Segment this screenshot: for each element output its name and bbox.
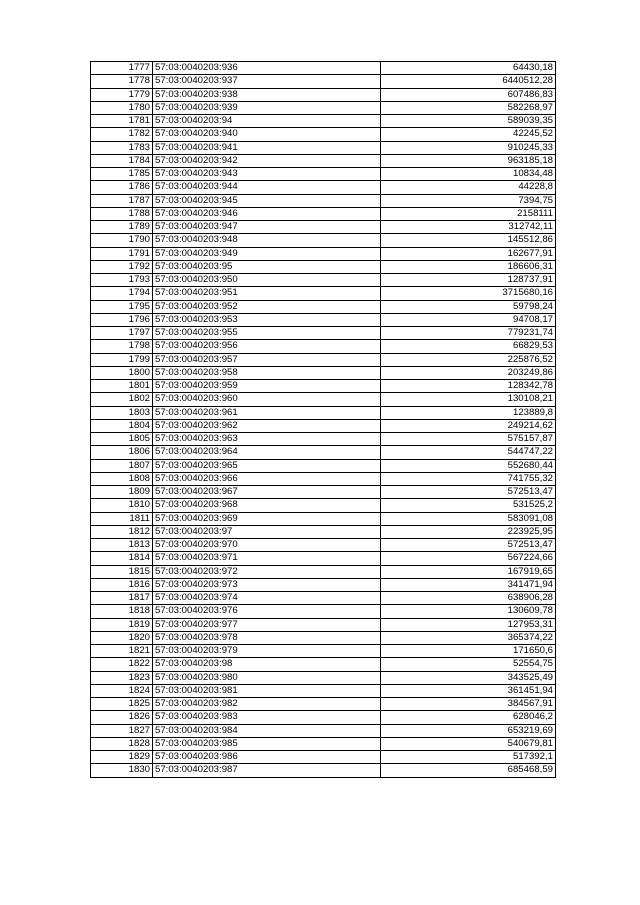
table-row bbox=[91, 181, 556, 194]
row-number-cell: 1821 bbox=[91, 645, 153, 658]
cadastral-number-cell: 57:03:0040203:966 bbox=[153, 472, 381, 485]
cadastral-value-cell: 145512,86 bbox=[381, 234, 556, 247]
table-row bbox=[91, 671, 556, 684]
cadastral-number-cell: 57:03:0040203:976 bbox=[153, 605, 381, 618]
cadastral-value-cell: 225876,52 bbox=[381, 353, 556, 366]
cadastral-value-cell: 685468,59 bbox=[381, 764, 556, 777]
cadastral-number-cell: 57:03:0040203:98 bbox=[153, 658, 381, 671]
cadastral-value-cell: 583091,08 bbox=[381, 512, 556, 525]
table-row bbox=[91, 141, 556, 154]
cadastral-value-cell: 343525,49 bbox=[381, 671, 556, 684]
row-number-cell: 1823 bbox=[91, 671, 153, 684]
cadastral-number-cell: 57:03:0040203:95 bbox=[153, 260, 381, 273]
cadastral-value-cell: 963185,18 bbox=[381, 154, 556, 167]
cadastral-value-cell: 52554,75 bbox=[381, 658, 556, 671]
cadastral-value-cell: 42245,52 bbox=[381, 128, 556, 141]
row-number-cell: 1808 bbox=[91, 472, 153, 485]
cadastral-number-cell: 57:03:0040203:958 bbox=[153, 366, 381, 379]
cadastral-number-cell: 57:03:0040203:948 bbox=[153, 234, 381, 247]
table-row bbox=[91, 631, 556, 644]
row-number-cell: 1789 bbox=[91, 221, 153, 234]
table-row bbox=[91, 433, 556, 446]
row-number-cell: 1812 bbox=[91, 525, 153, 538]
table-row bbox=[91, 128, 556, 141]
table-row bbox=[91, 592, 556, 605]
cadastral-number-cell: 57:03:0040203:939 bbox=[153, 101, 381, 114]
row-number-cell: 1794 bbox=[91, 287, 153, 300]
row-number-cell: 1795 bbox=[91, 300, 153, 313]
row-number-cell: 1826 bbox=[91, 711, 153, 724]
table-row bbox=[91, 539, 556, 552]
cadastral-value-cell: 66829,53 bbox=[381, 340, 556, 353]
cadastral-value-cell: 589039,35 bbox=[381, 115, 556, 128]
table-row bbox=[91, 75, 556, 88]
cadastral-number-cell: 57:03:0040203:959 bbox=[153, 380, 381, 393]
cadastral-value-cell: 575157,87 bbox=[381, 433, 556, 446]
row-number-cell: 1815 bbox=[91, 565, 153, 578]
cadastral-number-cell: 57:03:0040203:980 bbox=[153, 671, 381, 684]
table-body bbox=[91, 62, 556, 778]
cadastral-value-cell: 741755,32 bbox=[381, 472, 556, 485]
row-number-cell: 1806 bbox=[91, 446, 153, 459]
table-row bbox=[91, 459, 556, 472]
row-number-cell: 1793 bbox=[91, 274, 153, 287]
row-number-cell: 1820 bbox=[91, 631, 153, 644]
cadastral-value-cell: 638906,28 bbox=[381, 592, 556, 605]
cadastral-value-cell: 128342,78 bbox=[381, 380, 556, 393]
cadastral-number-cell: 57:03:0040203:970 bbox=[153, 539, 381, 552]
table-row bbox=[91, 684, 556, 697]
table-row bbox=[91, 221, 556, 234]
cadastral-number-cell: 57:03:0040203:987 bbox=[153, 764, 381, 777]
cadastral-value-cell: 361451,94 bbox=[381, 684, 556, 697]
cadastral-value-cell: 582268,97 bbox=[381, 101, 556, 114]
row-number-cell: 1780 bbox=[91, 101, 153, 114]
cadastral-value-cell: 3715680,16 bbox=[381, 287, 556, 300]
cadastral-number-cell: 57:03:0040203:964 bbox=[153, 446, 381, 459]
table-row bbox=[91, 565, 556, 578]
cadastral-number-cell: 57:03:0040203:945 bbox=[153, 194, 381, 207]
table-row bbox=[91, 645, 556, 658]
cadastral-value-cell: 223925,95 bbox=[381, 525, 556, 538]
cadastral-value-cell: 572513,47 bbox=[381, 486, 556, 499]
row-number-cell: 1792 bbox=[91, 260, 153, 273]
cadastral-value-cell: 312742,11 bbox=[381, 221, 556, 234]
cadastral-value-cell: 130609,78 bbox=[381, 605, 556, 618]
cadastral-number-cell: 57:03:0040203:949 bbox=[153, 247, 381, 260]
cadastral-value-cell: 910245,33 bbox=[381, 141, 556, 154]
cadastral-value-cell: 94708,17 bbox=[381, 313, 556, 326]
table-row bbox=[91, 406, 556, 419]
cadastral-value-cell: 64430,18 bbox=[381, 62, 556, 75]
cadastral-number-cell: 57:03:0040203:950 bbox=[153, 274, 381, 287]
row-number-cell: 1817 bbox=[91, 592, 153, 605]
table-row bbox=[91, 499, 556, 512]
table-row bbox=[91, 313, 556, 326]
cadastral-number-cell: 57:03:0040203:937 bbox=[153, 75, 381, 88]
cadastral-number-cell: 57:03:0040203:942 bbox=[153, 154, 381, 167]
cadastral-value-cell: 341471,94 bbox=[381, 578, 556, 591]
row-number-cell: 1802 bbox=[91, 393, 153, 406]
cadastral-number-cell: 57:03:0040203:955 bbox=[153, 327, 381, 340]
row-number-cell: 1797 bbox=[91, 327, 153, 340]
cadastral-number-cell: 57:03:0040203:936 bbox=[153, 62, 381, 75]
table-row bbox=[91, 234, 556, 247]
row-number-cell: 1807 bbox=[91, 459, 153, 472]
table-row bbox=[91, 194, 556, 207]
table-row bbox=[91, 88, 556, 101]
cadastral-value-cell: 607486,83 bbox=[381, 88, 556, 101]
cadastral-value-cell: 7394,75 bbox=[381, 194, 556, 207]
row-number-cell: 1790 bbox=[91, 234, 153, 247]
cadastral-value-cell: 365374,22 bbox=[381, 631, 556, 644]
table-row bbox=[91, 737, 556, 750]
table-row bbox=[91, 62, 556, 75]
row-number-cell: 1811 bbox=[91, 512, 153, 525]
cadastral-number-cell: 57:03:0040203:947 bbox=[153, 221, 381, 234]
table-row bbox=[91, 446, 556, 459]
cadastral-number-cell: 57:03:0040203:977 bbox=[153, 618, 381, 631]
row-number-cell: 1816 bbox=[91, 578, 153, 591]
cadastral-number-cell: 57:03:0040203:979 bbox=[153, 645, 381, 658]
table-row bbox=[91, 486, 556, 499]
cadastral-number-cell: 57:03:0040203:946 bbox=[153, 207, 381, 220]
cadastral-value-cell: 186606,31 bbox=[381, 260, 556, 273]
cadastral-number-cell: 57:03:0040203:963 bbox=[153, 433, 381, 446]
table-row bbox=[91, 300, 556, 313]
table-row bbox=[91, 512, 556, 525]
row-number-cell: 1822 bbox=[91, 658, 153, 671]
table-row bbox=[91, 552, 556, 565]
table-row bbox=[91, 724, 556, 737]
cadastral-value-cell: 162677,91 bbox=[381, 247, 556, 260]
cadastral-value-cell: 2158111 bbox=[381, 207, 556, 220]
cadastral-value-cell: 544747,22 bbox=[381, 446, 556, 459]
cadastral-number-cell: 57:03:0040203:953 bbox=[153, 313, 381, 326]
cadastral-value-cell: 249214,62 bbox=[381, 419, 556, 432]
table-row bbox=[91, 274, 556, 287]
cadastral-number-cell: 57:03:0040203:938 bbox=[153, 88, 381, 101]
cadastral-number-cell: 57:03:0040203:978 bbox=[153, 631, 381, 644]
row-number-cell: 1800 bbox=[91, 366, 153, 379]
cadastral-number-cell: 57:03:0040203:965 bbox=[153, 459, 381, 472]
cadastral-value-cell: 628046,2 bbox=[381, 711, 556, 724]
table-row bbox=[91, 353, 556, 366]
cadastral-value-cell: 203249,86 bbox=[381, 366, 556, 379]
row-number-cell: 1785 bbox=[91, 168, 153, 181]
cadastral-value-cell: 384567,91 bbox=[381, 698, 556, 711]
cadastral-value-cell: 517392,1 bbox=[381, 751, 556, 764]
table-row bbox=[91, 247, 556, 260]
cadastral-number-cell: 57:03:0040203:982 bbox=[153, 698, 381, 711]
cadastral-number-cell: 57:03:0040203:967 bbox=[153, 486, 381, 499]
table-row bbox=[91, 168, 556, 181]
row-number-cell: 1799 bbox=[91, 353, 153, 366]
table-row bbox=[91, 380, 556, 393]
cadastral-value-cell: 130108,21 bbox=[381, 393, 556, 406]
cadastral-value-cell: 59798,24 bbox=[381, 300, 556, 313]
table-row bbox=[91, 472, 556, 485]
row-number-cell: 1827 bbox=[91, 724, 153, 737]
row-number-cell: 1803 bbox=[91, 406, 153, 419]
row-number-cell: 1779 bbox=[91, 88, 153, 101]
cadastral-value-cell: 779231,74 bbox=[381, 327, 556, 340]
cadastral-number-cell: 57:03:0040203:957 bbox=[153, 353, 381, 366]
row-number-cell: 1788 bbox=[91, 207, 153, 220]
cadastral-value-table bbox=[90, 61, 556, 778]
cadastral-value-cell: 44228,8 bbox=[381, 181, 556, 194]
cadastral-number-cell: 57:03:0040203:94 bbox=[153, 115, 381, 128]
table-row bbox=[91, 101, 556, 114]
cadastral-value-cell: 552680,44 bbox=[381, 459, 556, 472]
row-number-cell: 1784 bbox=[91, 154, 153, 167]
row-number-cell: 1813 bbox=[91, 539, 153, 552]
table-row bbox=[91, 154, 556, 167]
row-number-cell: 1801 bbox=[91, 380, 153, 393]
cadastral-number-cell: 57:03:0040203:962 bbox=[153, 419, 381, 432]
row-number-cell: 1781 bbox=[91, 115, 153, 128]
row-number-cell: 1814 bbox=[91, 552, 153, 565]
row-number-cell: 1824 bbox=[91, 684, 153, 697]
table-row bbox=[91, 419, 556, 432]
cadastral-number-cell: 57:03:0040203:941 bbox=[153, 141, 381, 154]
cadastral-number-cell: 57:03:0040203:971 bbox=[153, 552, 381, 565]
table-row bbox=[91, 764, 556, 777]
cadastral-value-cell: 531525,2 bbox=[381, 499, 556, 512]
cadastral-number-cell: 57:03:0040203:974 bbox=[153, 592, 381, 605]
cadastral-value-cell: 10834,48 bbox=[381, 168, 556, 181]
row-number-cell: 1825 bbox=[91, 698, 153, 711]
table-row bbox=[91, 393, 556, 406]
row-number-cell: 1804 bbox=[91, 419, 153, 432]
cadastral-number-cell: 57:03:0040203:952 bbox=[153, 300, 381, 313]
cadastral-number-cell: 57:03:0040203:940 bbox=[153, 128, 381, 141]
cadastral-number-cell: 57:03:0040203:969 bbox=[153, 512, 381, 525]
cadastral-number-cell: 57:03:0040203:972 bbox=[153, 565, 381, 578]
row-number-cell: 1819 bbox=[91, 618, 153, 631]
row-number-cell: 1796 bbox=[91, 313, 153, 326]
cadastral-number-cell: 57:03:0040203:944 bbox=[153, 181, 381, 194]
cadastral-number-cell: 57:03:0040203:983 bbox=[153, 711, 381, 724]
table-row bbox=[91, 605, 556, 618]
cadastral-value-cell: 653219,69 bbox=[381, 724, 556, 737]
cadastral-value-cell: 540679,81 bbox=[381, 737, 556, 750]
cadastral-number-cell: 57:03:0040203:97 bbox=[153, 525, 381, 538]
table-row bbox=[91, 327, 556, 340]
cadastral-value-cell: 572513,47 bbox=[381, 539, 556, 552]
row-number-cell: 1805 bbox=[91, 433, 153, 446]
cadastral-number-cell: 57:03:0040203:960 bbox=[153, 393, 381, 406]
cadastral-number-cell: 57:03:0040203:968 bbox=[153, 499, 381, 512]
table-row bbox=[91, 618, 556, 631]
row-number-cell: 1782 bbox=[91, 128, 153, 141]
cadastral-number-cell: 57:03:0040203:986 bbox=[153, 751, 381, 764]
cadastral-number-cell: 57:03:0040203:943 bbox=[153, 168, 381, 181]
cadastral-value-cell: 567224,66 bbox=[381, 552, 556, 565]
row-number-cell: 1818 bbox=[91, 605, 153, 618]
cadastral-number-cell: 57:03:0040203:956 bbox=[153, 340, 381, 353]
table-row bbox=[91, 260, 556, 273]
table-row bbox=[91, 340, 556, 353]
table-row bbox=[91, 578, 556, 591]
cadastral-number-cell: 57:03:0040203:961 bbox=[153, 406, 381, 419]
table-row bbox=[91, 751, 556, 764]
row-number-cell: 1810 bbox=[91, 499, 153, 512]
cadastral-number-cell: 57:03:0040203:984 bbox=[153, 724, 381, 737]
row-number-cell: 1786 bbox=[91, 181, 153, 194]
table-row bbox=[91, 658, 556, 671]
table-row bbox=[91, 711, 556, 724]
cadastral-value-cell: 171650,6 bbox=[381, 645, 556, 658]
cadastral-number-cell: 57:03:0040203:973 bbox=[153, 578, 381, 591]
row-number-cell: 1798 bbox=[91, 340, 153, 353]
row-number-cell: 1787 bbox=[91, 194, 153, 207]
row-number-cell: 1778 bbox=[91, 75, 153, 88]
cadastral-value-cell: 128737,91 bbox=[381, 274, 556, 287]
row-number-cell: 1830 bbox=[91, 764, 153, 777]
row-number-cell: 1777 bbox=[91, 62, 153, 75]
table-row bbox=[91, 698, 556, 711]
cadastral-value-cell: 127953,31 bbox=[381, 618, 556, 631]
cadastral-number-cell: 57:03:0040203:981 bbox=[153, 684, 381, 697]
cadastral-number-cell: 57:03:0040203:951 bbox=[153, 287, 381, 300]
cadastral-value-cell: 123889,8 bbox=[381, 406, 556, 419]
cadastral-value-cell: 167919,65 bbox=[381, 565, 556, 578]
row-number-cell: 1829 bbox=[91, 751, 153, 764]
cadastral-value-cell: 6440512,28 bbox=[381, 75, 556, 88]
row-number-cell: 1791 bbox=[91, 247, 153, 260]
table-row bbox=[91, 115, 556, 128]
cadastral-number-cell: 57:03:0040203:985 bbox=[153, 737, 381, 750]
table-row bbox=[91, 287, 556, 300]
row-number-cell: 1783 bbox=[91, 141, 153, 154]
table-row bbox=[91, 525, 556, 538]
row-number-cell: 1828 bbox=[91, 737, 153, 750]
table-row bbox=[91, 366, 556, 379]
table-row bbox=[91, 207, 556, 220]
row-number-cell: 1809 bbox=[91, 486, 153, 499]
